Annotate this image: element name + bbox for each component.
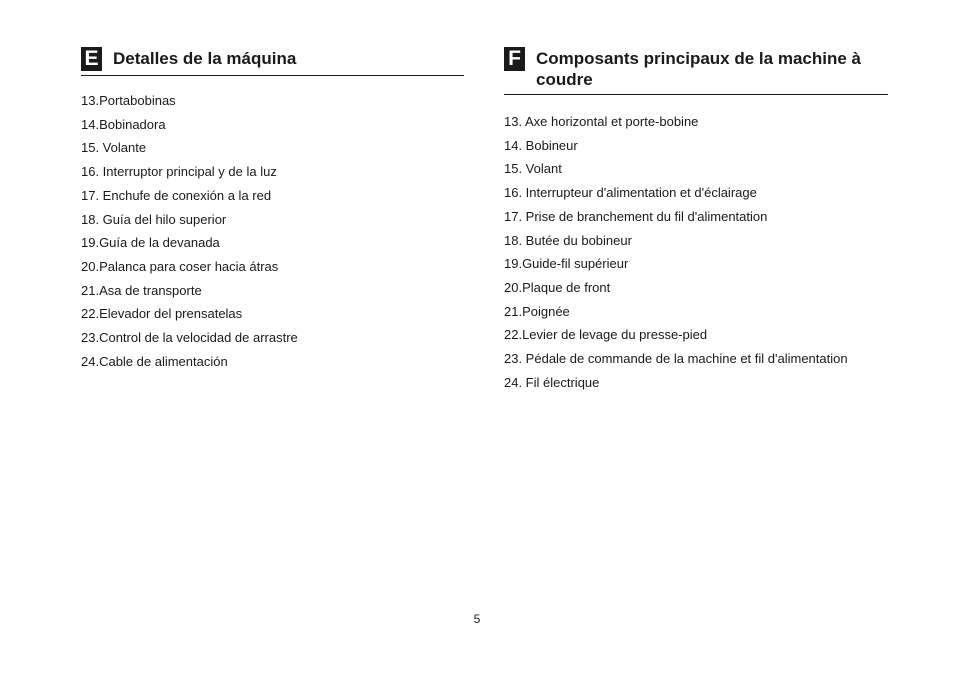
list-item: 19.Guía de la devanada (81, 235, 220, 251)
section-f-header (504, 45, 888, 95)
list-item: 24. Fil électrique (504, 374, 600, 390)
list-item: 13. Axe horizontal et porte-bobine (504, 114, 699, 129)
list-item: 20.Plaque de front (504, 279, 611, 295)
list-item: 14. Bobineur (504, 137, 578, 153)
section-e-header (81, 45, 464, 76)
list-item: 16. Interruptor principal y de la luz (81, 164, 277, 180)
section-e-item-list (81, 89, 464, 373)
list-item: 15. Volante (81, 140, 147, 156)
list-item: 14.Bobinadora (81, 116, 166, 132)
list-item: 23.Control de la velocidad de arrastre (81, 330, 298, 346)
list-item: 16. Interrupteur d'alimentation et d'éclairage (504, 185, 757, 201)
section-e-letter-badge: E (81, 47, 102, 71)
list-item: 18. Guía del hilo superior (81, 211, 227, 227)
list-item: 22.Elevador del prensatelas (81, 306, 243, 322)
list-item: 21.Poignée (504, 303, 570, 319)
section-f (504, 45, 888, 394)
list-item: 20.Palanca para coser hacia átras (81, 258, 279, 274)
list-item: 23. Pédale de commande de la machine et fil d'alimentation (504, 351, 848, 367)
section-f-item-list (504, 110, 888, 394)
page-number: 5 (473, 612, 481, 626)
section-e (81, 45, 464, 373)
list-item: 18. Butée du bobineur (504, 232, 632, 248)
section-f-title: Composants principaux de la machine à coudre (536, 49, 861, 89)
list-item: 17. Enchufe de conexión a la red (81, 187, 272, 203)
list-item: 21.Asa de transporte (81, 282, 202, 298)
section-e-title: Detalles de la máquina (113, 49, 297, 68)
list-item: 17. Prise de branchement du fil d'alimentation (504, 208, 768, 224)
list-item: 13.Portabobinas (81, 93, 176, 108)
list-item: 22.Levier de levage du presse-pied (504, 327, 708, 343)
list-item: 15. Volant (504, 161, 562, 177)
list-item: 24.Cable de alimentación (81, 353, 228, 369)
list-item: 19.Guide-fil supérieur (504, 256, 629, 272)
section-f-letter-badge: F (504, 47, 525, 71)
